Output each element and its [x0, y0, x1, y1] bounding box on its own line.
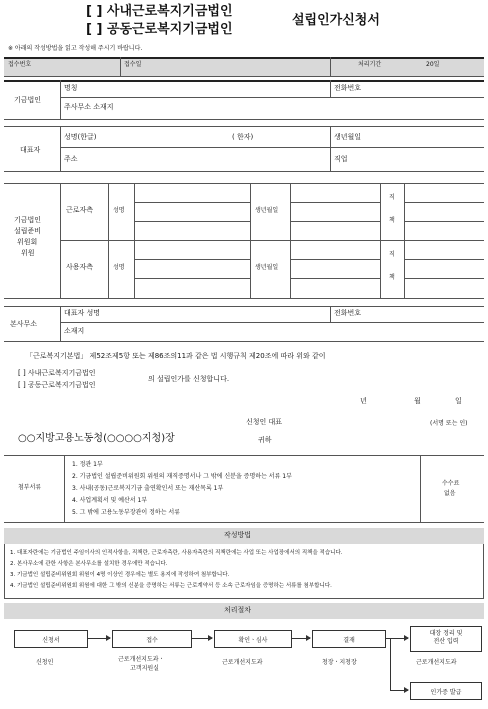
arrow-icon	[88, 638, 110, 639]
process-step-review: 확인ㆍ심사	[214, 630, 292, 648]
processing-period-value: 20일	[426, 61, 440, 68]
header-option-in-house[interactable]: [ ] 사내근로복지기금법인	[86, 4, 233, 19]
instruction-item-3: 3. 기금법인 설립준비위원회 위원이 4명 이상인 경우에는 별도 용지에 작성하여 첨부합니다.	[10, 572, 230, 578]
rep-birth-label: 생년월일	[334, 133, 362, 141]
arrow-icon	[390, 690, 408, 691]
committee-workers-title-char1: 직	[389, 194, 395, 201]
arrow-icon	[292, 638, 310, 639]
process-title: 처리절차	[224, 606, 252, 614]
instruction-item-1: 1. 대표자란에는 기금법인 주임이사의 인적사항을, 직책란, 근로자측란, 사용자측란의 직책란에는 사업 또는 사업장에서의 직책을 적습니다.	[10, 550, 343, 556]
committee-workers-title-char2: 책	[389, 217, 395, 224]
date-day-label: 일	[455, 397, 462, 405]
committee-employer-name-label: 성명	[113, 264, 125, 271]
statement-option-joint[interactable]: [ ] 공동근로복지기금법인	[18, 381, 96, 389]
instruction-note: ※ 아래의 작성방법을 읽고 작성해 주시기 바랍니다.	[8, 45, 143, 52]
process-step-issue-certificate: 인가증 발급	[410, 682, 482, 700]
rep-section-label: 대표자	[20, 146, 41, 154]
committee-section-label-1: 기금법인	[14, 216, 42, 224]
sign-label: (서명 또는 인)	[430, 420, 468, 427]
committee-section-label-2: 설립준비	[14, 227, 42, 235]
date-year-label: 년	[360, 397, 367, 405]
statement-line: 「근로복지기본법」 제52조제5항 또는 제86조의11과 같은 법 시행규칙 제20조에 따라 위와 같이	[26, 352, 326, 360]
receipt-row	[4, 57, 484, 76]
committee-employer-title-char1: 직	[389, 251, 395, 258]
rep-job-label: 직업	[334, 155, 348, 163]
instruction-item-4: 4. 기금법인 설립준비위원회 위원에 대한 그 밖의 신분을 증명하는 서류는 근로계약서 등 소속 근로자임을 증명하는 서류를 첨부합니다.	[10, 583, 332, 589]
office-rep-name-label: 대표자 성명	[64, 309, 101, 317]
process-actor-receipt-2: 고객지원실	[130, 665, 159, 672]
recipient-office: ○○지방고용노동청(○○○○지청)장	[18, 433, 175, 444]
attachment-item-1: 1. 정관 1부	[72, 461, 103, 468]
fund-section-label: 기금법인	[14, 96, 42, 104]
receipt-date-label: 접수일	[124, 61, 142, 68]
instruction-item-2: 2. 본사무소에 관한 사항은 본사무소를 설치한 경우에만 적습니다.	[10, 561, 168, 567]
process-step-approval: 결재	[312, 630, 386, 648]
fee-value: 없음	[444, 490, 456, 497]
process-actor-approval: 청장ㆍ지청장	[322, 659, 357, 666]
attachment-item-3: 3. 사내(공동)근로복지기금 출연확인서 또는 재산목록 1부	[72, 485, 224, 492]
process-step-registry: 대장 정리 및 전산 입력	[410, 626, 482, 652]
attachments-label: 첨부서류	[18, 484, 42, 491]
committee-employer-title-char2: 책	[389, 274, 395, 281]
process-actor-applicant: 신청인	[36, 659, 54, 666]
statement-option-in-house[interactable]: [ ] 사내근로복지기금법인	[18, 369, 96, 377]
rep-address-label: 주소	[64, 155, 78, 163]
header-option-joint[interactable]: [ ] 공동근로복지기금법인	[86, 22, 233, 37]
applicant-label: 신청인 대표	[246, 418, 283, 426]
fund-name-label: 명칭	[64, 84, 78, 92]
office-section-label: 본사무소	[10, 320, 38, 328]
fund-address-label: 주사무소 소재지	[64, 103, 114, 111]
committee-section-label-4: 위원	[21, 249, 35, 257]
process-actor-registry: 근로개선지도과	[416, 659, 457, 666]
office-phone-label: 전화번호	[334, 309, 362, 317]
instructions-title: 작성방법	[224, 531, 252, 539]
process-step-receipt: 접수	[112, 630, 192, 648]
committee-workers-name-label: 성명	[113, 207, 125, 214]
process-step-application: 신청서	[14, 630, 88, 648]
attachment-item-5: 5. 그 밖에 고용노동부장관이 정하는 서류	[72, 509, 180, 516]
date-month-label: 월	[414, 397, 421, 405]
committee-workers-label: 근로자측	[66, 206, 94, 214]
office-location-label: 소재지	[64, 327, 85, 335]
attachment-item-4: 4. 사업계획서 및 예산서 1부	[72, 497, 148, 504]
arrow-icon	[192, 638, 212, 639]
process-actor-review: 근로개선지도과	[222, 659, 263, 666]
recipient-suffix: 귀하	[258, 436, 272, 444]
committee-section-label-3: 위원회	[17, 238, 38, 246]
fee-label: 수수료	[442, 480, 460, 487]
committee-workers-birth-label: 생년월일	[255, 207, 279, 214]
processing-period-label: 처리기간	[358, 61, 382, 68]
attachment-item-2: 2. 기금법인 설립준비위원회 위원의 재직증명서나 그 밖에 신분을 증명하는 서류 1부	[72, 473, 292, 480]
receipt-number-label: 접수번호	[8, 61, 32, 68]
rep-name-label: 성명(한글)	[64, 133, 97, 141]
fund-phone-label: 전화번호	[334, 84, 362, 92]
process-actor-receipt-1: 근로개선지도과ㆍ	[118, 656, 165, 663]
statement-suffix: 의 설립인가를 신청합니다.	[148, 375, 230, 383]
committee-employer-birth-label: 생년월일	[255, 264, 279, 271]
page-title: 설립인가신청서	[292, 13, 380, 28]
committee-employer-label: 사용자측	[66, 263, 94, 271]
rep-hanja-label: ( 한자)	[232, 133, 254, 141]
